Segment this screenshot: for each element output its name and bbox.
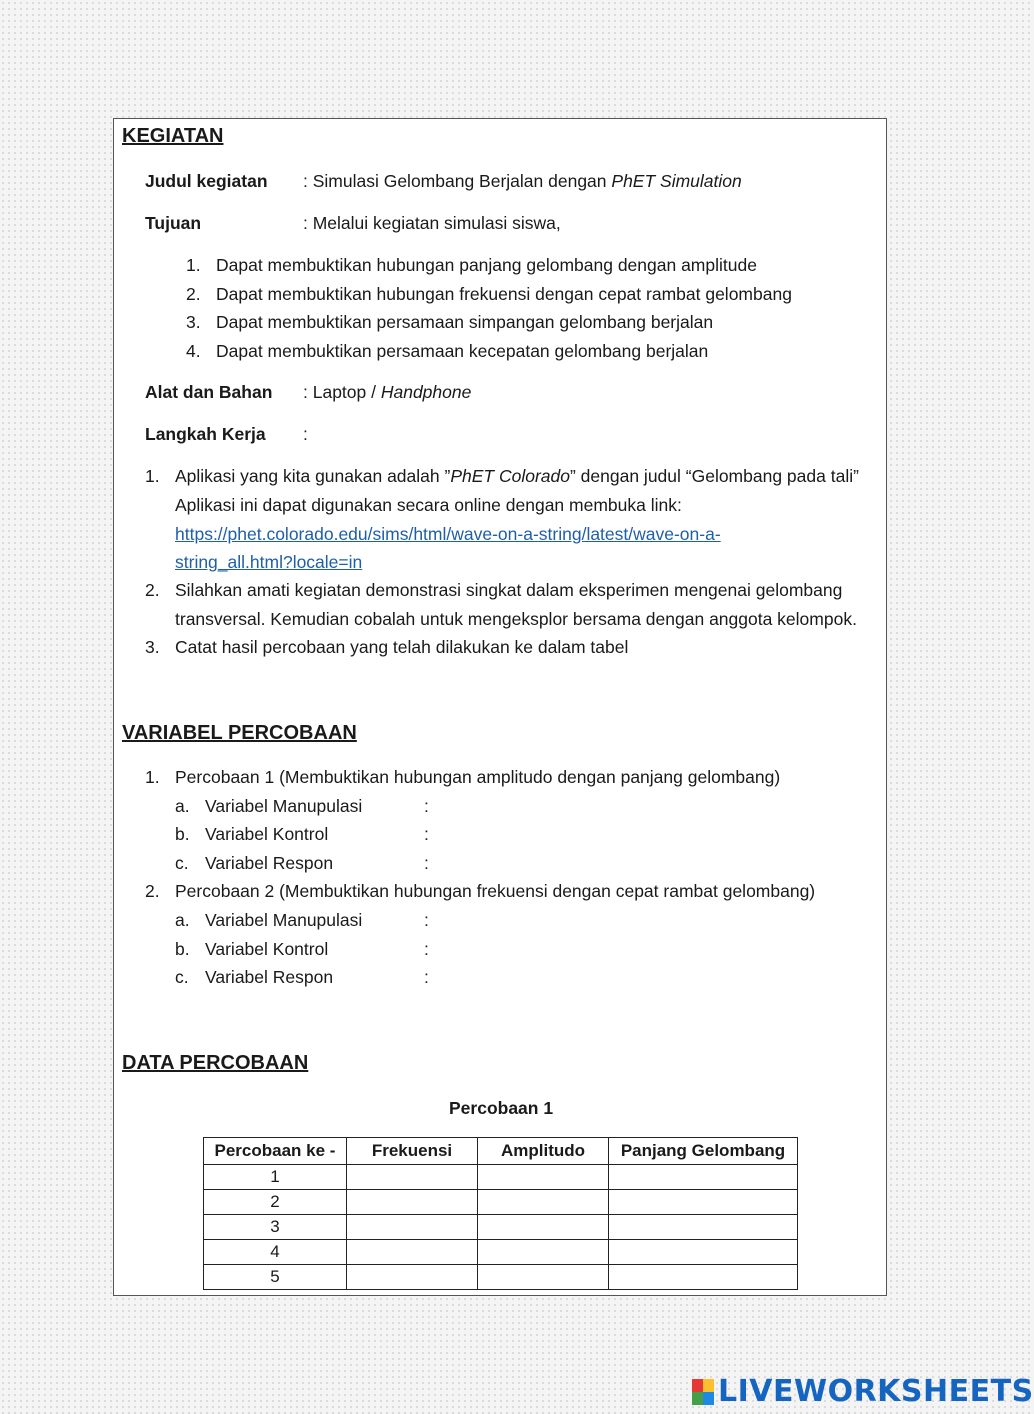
step-1: 1. Aplikasi yang kita gunakan adalah ”PhET Colorado” dengan judul “Gelombang pada tali” — [145, 466, 859, 486]
frekuensi-cell[interactable] — [347, 1265, 478, 1290]
logo-square — [703, 1392, 714, 1405]
logo-square — [692, 1392, 703, 1405]
langkah-value: : — [303, 424, 308, 444]
p1-respon: c. Variabel Respon — [175, 853, 334, 873]
frekuensi-cell[interactable] — [347, 1165, 478, 1190]
step-3: 3. Catat hasil percobaan yang telah dilakukan ke dalam tabel — [145, 637, 629, 657]
phet-link-line1[interactable] — [175, 523, 721, 545]
p2-kontrol-colon: : — [424, 939, 429, 959]
liveworksheets-logo-icon — [692, 1379, 714, 1405]
variabel-heading: VARIABEL PERCOBAAN — [122, 722, 357, 744]
percobaan-2-item: 2. Percobaan 2 (Membuktikan hubungan frekuensi dengan cepat rambat gelombang) — [145, 881, 816, 901]
col-amplitudo: Amplitudo — [478, 1138, 609, 1165]
panjang-gelombang-cell[interactable] — [609, 1215, 798, 1240]
col-frekuensi: Frekuensi — [347, 1138, 478, 1165]
amplitudo-cell[interactable] — [478, 1240, 609, 1265]
table-row — [204, 1165, 798, 1190]
data-heading: DATA PERCOBAAN — [122, 1052, 309, 1074]
col-panjang-gelombang: Panjang Gelombang — [609, 1138, 798, 1165]
phet-link-line2[interactable] — [175, 551, 362, 573]
panjang-gelombang-cell[interactable] — [609, 1240, 798, 1265]
p1-manipulasi: a. Variabel Manupulasi — [175, 796, 363, 816]
amplitudo-cell[interactable] — [478, 1165, 609, 1190]
panjang-gelombang-cell[interactable] — [609, 1165, 798, 1190]
data-table — [203, 1137, 798, 1290]
row-number: 4 — [204, 1240, 347, 1265]
tujuan-item: 4. Dapat membuktikan persamaan kecepatan gelombang berjalan — [186, 341, 709, 361]
col-percobaan-ke: Percobaan ke - — [204, 1138, 347, 1165]
p1-manipulasi-colon: : — [424, 796, 429, 816]
alat-label: Alat dan Bahan — [145, 382, 273, 402]
amplitudo-cell[interactable] — [478, 1215, 609, 1240]
frekuensi-cell[interactable] — [347, 1240, 478, 1265]
phet-link[interactable]: https://phet.colorado.edu/sims/html/wave-on-a-string/latest/wave-on-a- — [175, 524, 721, 544]
panjang-gelombang-cell[interactable] — [609, 1265, 798, 1290]
table-row — [204, 1265, 798, 1290]
table-row — [204, 1190, 798, 1215]
table-row — [204, 1240, 798, 1265]
step-2: 2. Silahkan amati kegiatan demonstrasi singkat dalam eksperimen mengenai gelombang — [145, 580, 843, 600]
langkah-label: Langkah Kerja — [145, 424, 266, 444]
step-2-line2: transversal. Kemudian cobalah untuk mengeksplor bersama dengan anggota kelompok. — [175, 609, 857, 629]
amplitudo-cell[interactable] — [478, 1190, 609, 1215]
row-number: 2 — [204, 1190, 347, 1215]
frekuensi-cell[interactable] — [347, 1215, 478, 1240]
row-number: 5 — [204, 1265, 347, 1290]
p2-manipulasi: a. Variabel Manupulasi — [175, 910, 363, 930]
logo-square — [692, 1379, 703, 1392]
percobaan-1-item: 1. Percobaan 1 (Membuktikan hubungan amplitudo dengan panjang gelombang) — [145, 767, 781, 787]
judul-text: : Simulasi Gelombang Berjalan dengan — [303, 171, 612, 191]
tujuan-item: 3. Dapat membuktikan persamaan simpangan gelombang berjalan — [186, 312, 714, 332]
alat-value: : Laptop / Handphone — [303, 382, 472, 402]
judul-value — [303, 170, 742, 192]
liveworksheets-watermark[interactable] — [692, 1374, 1034, 1409]
kegiatan-heading: KEGIATAN — [122, 125, 224, 147]
tujuan-value: : Melalui kegiatan simulasi siswa, — [303, 213, 561, 233]
table-row — [204, 1215, 798, 1240]
judul-label: Judul kegiatan — [145, 171, 268, 191]
tujuan-item: 2. Dapat membuktikan hubungan frekuensi dengan cepat rambat gelombang — [186, 284, 792, 304]
tujuan-item: 1. Dapat membuktikan hubungan panjang gelombang dengan amplitude — [186, 255, 757, 275]
alat-italic-text: Handphone — [380, 382, 472, 402]
amplitudo-cell[interactable] — [478, 1265, 609, 1290]
p2-respon-colon: : — [424, 967, 429, 987]
worksheet-page — [113, 118, 887, 1296]
p2-manipulasi-colon: : — [424, 910, 429, 930]
row-number: 1 — [204, 1165, 347, 1190]
row-number: 3 — [204, 1215, 347, 1240]
p2-kontrol: b. Variabel Kontrol — [175, 939, 329, 959]
p1-respon-colon: : — [424, 853, 429, 873]
p1-kontrol: b. Variabel Kontrol — [175, 824, 329, 844]
p2-respon: c. Variabel Respon — [175, 967, 334, 987]
panjang-gelombang-cell[interactable] — [609, 1190, 798, 1215]
step-1-line2: Aplikasi ini dapat digunakan secara online dengan membuka link: — [175, 495, 682, 515]
table-title: Percobaan 1 — [449, 1098, 554, 1118]
tujuan-label: Tujuan — [145, 213, 202, 233]
phet-link-cont[interactable]: string_all.html?locale=in — [175, 552, 363, 572]
frekuensi-cell[interactable] — [347, 1190, 478, 1215]
table-header-row — [204, 1138, 798, 1165]
p1-kontrol-colon: : — [424, 824, 429, 844]
brand-name: LIVEWORKSHEETS — [718, 1374, 1034, 1409]
judul-italic-text: PhET Simulation — [611, 171, 742, 191]
logo-square — [703, 1379, 714, 1392]
